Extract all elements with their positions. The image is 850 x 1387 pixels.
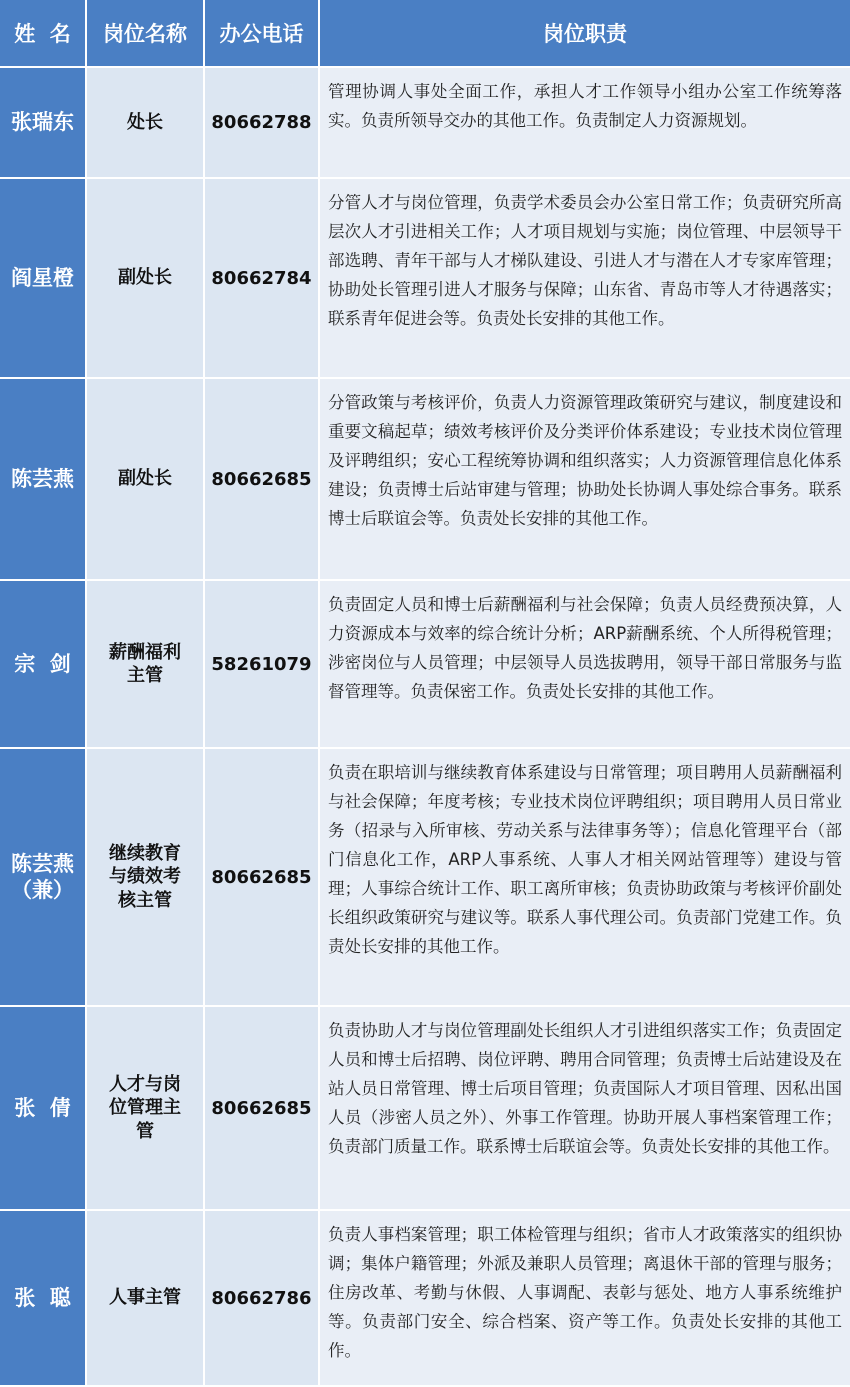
table-row bbox=[0, 377, 850, 579]
header-name: 姓 名 bbox=[0, 0, 87, 66]
cell-phone: 58261079 bbox=[205, 579, 320, 747]
cell-name: 张 聪 bbox=[0, 1209, 87, 1385]
cell-duty: 分管政策与考核评价，负责人力资源管理政策研究与建议，制度建设和重要文稿起草；绩效考核评价及分类评价体系建设；专业技术岗位管理及评聘组织；安心工程统筹协调和组织落实；人力资源管理信息化体系建设；负责博士后站审建与管理；协助处长协调人事处综合事务。联系博士后联谊会等。负责处长安排的其他工作。 bbox=[320, 377, 850, 579]
cell-position: 继续教育与绩效考核主管 bbox=[87, 747, 205, 1005]
cell-name: 陈芸燕 bbox=[0, 377, 87, 579]
cell-duty: 负责人事档案管理；职工体检管理与组织；省市人才政策落实的组织协调；集体户籍管理；外派及兼职人员管理；离退休干部的管理与服务；住房改革、考勤与休假、人事调配、表彰与惩处、地方人事系统维护等。负责部门安全、综合档案、资产等工作。负责处长安排的其他工作。 bbox=[320, 1209, 850, 1385]
table-row bbox=[0, 177, 850, 377]
cell-position: 副处长 bbox=[87, 377, 205, 579]
cell-duty: 负责协助人才与岗位管理副处长组织人才引进组织落实工作；负责固定人员和博士后招聘、岗位评聘、聘用合同管理；负责博士后站建设及在站人员日常管理、博士后项目管理；负责国际人才项目管理、因私出国人员（涉密人员之外）、外事工作管理。协助开展人事档案管理工作；负责部门质量工作。联系博士后联谊会等。负责处长安排的其他工作。 bbox=[320, 1005, 850, 1209]
cell-position: 副处长 bbox=[87, 177, 205, 377]
header-position: 岗位名称 bbox=[87, 0, 205, 66]
table-row bbox=[0, 1005, 850, 1209]
cell-phone: 80662685 bbox=[205, 1005, 320, 1209]
cell-phone: 80662685 bbox=[205, 377, 320, 579]
cell-duty: 负责固定人员和博士后薪酬福利与社会保障；负责人员经费预决算，人力资源成本与效率的综合统计分析；ARP薪酬系统、个人所得税管理；涉密岗位与人员管理；中层领导人员选拔聘用，领导干部日常服务与监督管理等。负责保密工作。负责处长安排的其他工作。 bbox=[320, 579, 850, 747]
table-row bbox=[0, 747, 850, 1005]
cell-position: 人才与岗位管理主管 bbox=[87, 1005, 205, 1209]
header-duty: 岗位职责 bbox=[320, 0, 850, 66]
cell-duty: 负责在职培训与继续教育体系建设与日常管理；项目聘用人员薪酬福利与社会保障；年度考核；专业技术岗位评聘组织；项目聘用人员日常业务（招录与入所审核、劳动关系与法律事务等）；信息化管理平台（部门信息化工作，ARP人事系统、人事人才相关网站管理等）建设与管理；人事综合统计工作、职工离所审核；负责协助政策与考核评价副处长组织政策研究与建议等。联系人事代理公司。负责部门党建工作。负责处长安排的其他工作。 bbox=[320, 747, 850, 1005]
header-phone: 办公电话 bbox=[205, 0, 320, 66]
cell-name: 阎星橙 bbox=[0, 177, 87, 377]
cell-name: 宗 剑 bbox=[0, 579, 87, 747]
cell-position: 人事主管 bbox=[87, 1209, 205, 1385]
cell-name: 陈芸燕（兼） bbox=[0, 747, 87, 1005]
cell-position: 处长 bbox=[87, 66, 205, 177]
cell-phone: 80662685 bbox=[205, 747, 320, 1005]
table-row bbox=[0, 66, 850, 177]
cell-duty: 分管人才与岗位管理，负责学术委员会办公室日常工作；负责研究所高层次人才引进相关工作；人才项目规划与实施；岗位管理、中层领导干部选聘、青年干部与人才梯队建设、引进人才与潜在人才专家库管理；协助处长管理引进人才服务与保障；山东省、青岛市等人才待遇落实；联系青年促进会等。负责处长安排的其他工作。 bbox=[320, 177, 850, 377]
cell-duty: 管理协调人事处全面工作，承担人才工作领导小组办公室工作统筹落实。负责所领导交办的其他工作。负责制定人力资源规划。 bbox=[320, 66, 850, 177]
cell-position: 薪酬福利主管 bbox=[87, 579, 205, 747]
table-header bbox=[0, 0, 850, 66]
table-row bbox=[0, 579, 850, 747]
cell-phone: 80662784 bbox=[205, 177, 320, 377]
cell-name: 张瑞东 bbox=[0, 66, 87, 177]
cell-phone: 80662786 bbox=[205, 1209, 320, 1385]
cell-phone: 80662788 bbox=[205, 66, 320, 177]
table-row bbox=[0, 1209, 850, 1385]
cell-name: 张 倩 bbox=[0, 1005, 87, 1209]
